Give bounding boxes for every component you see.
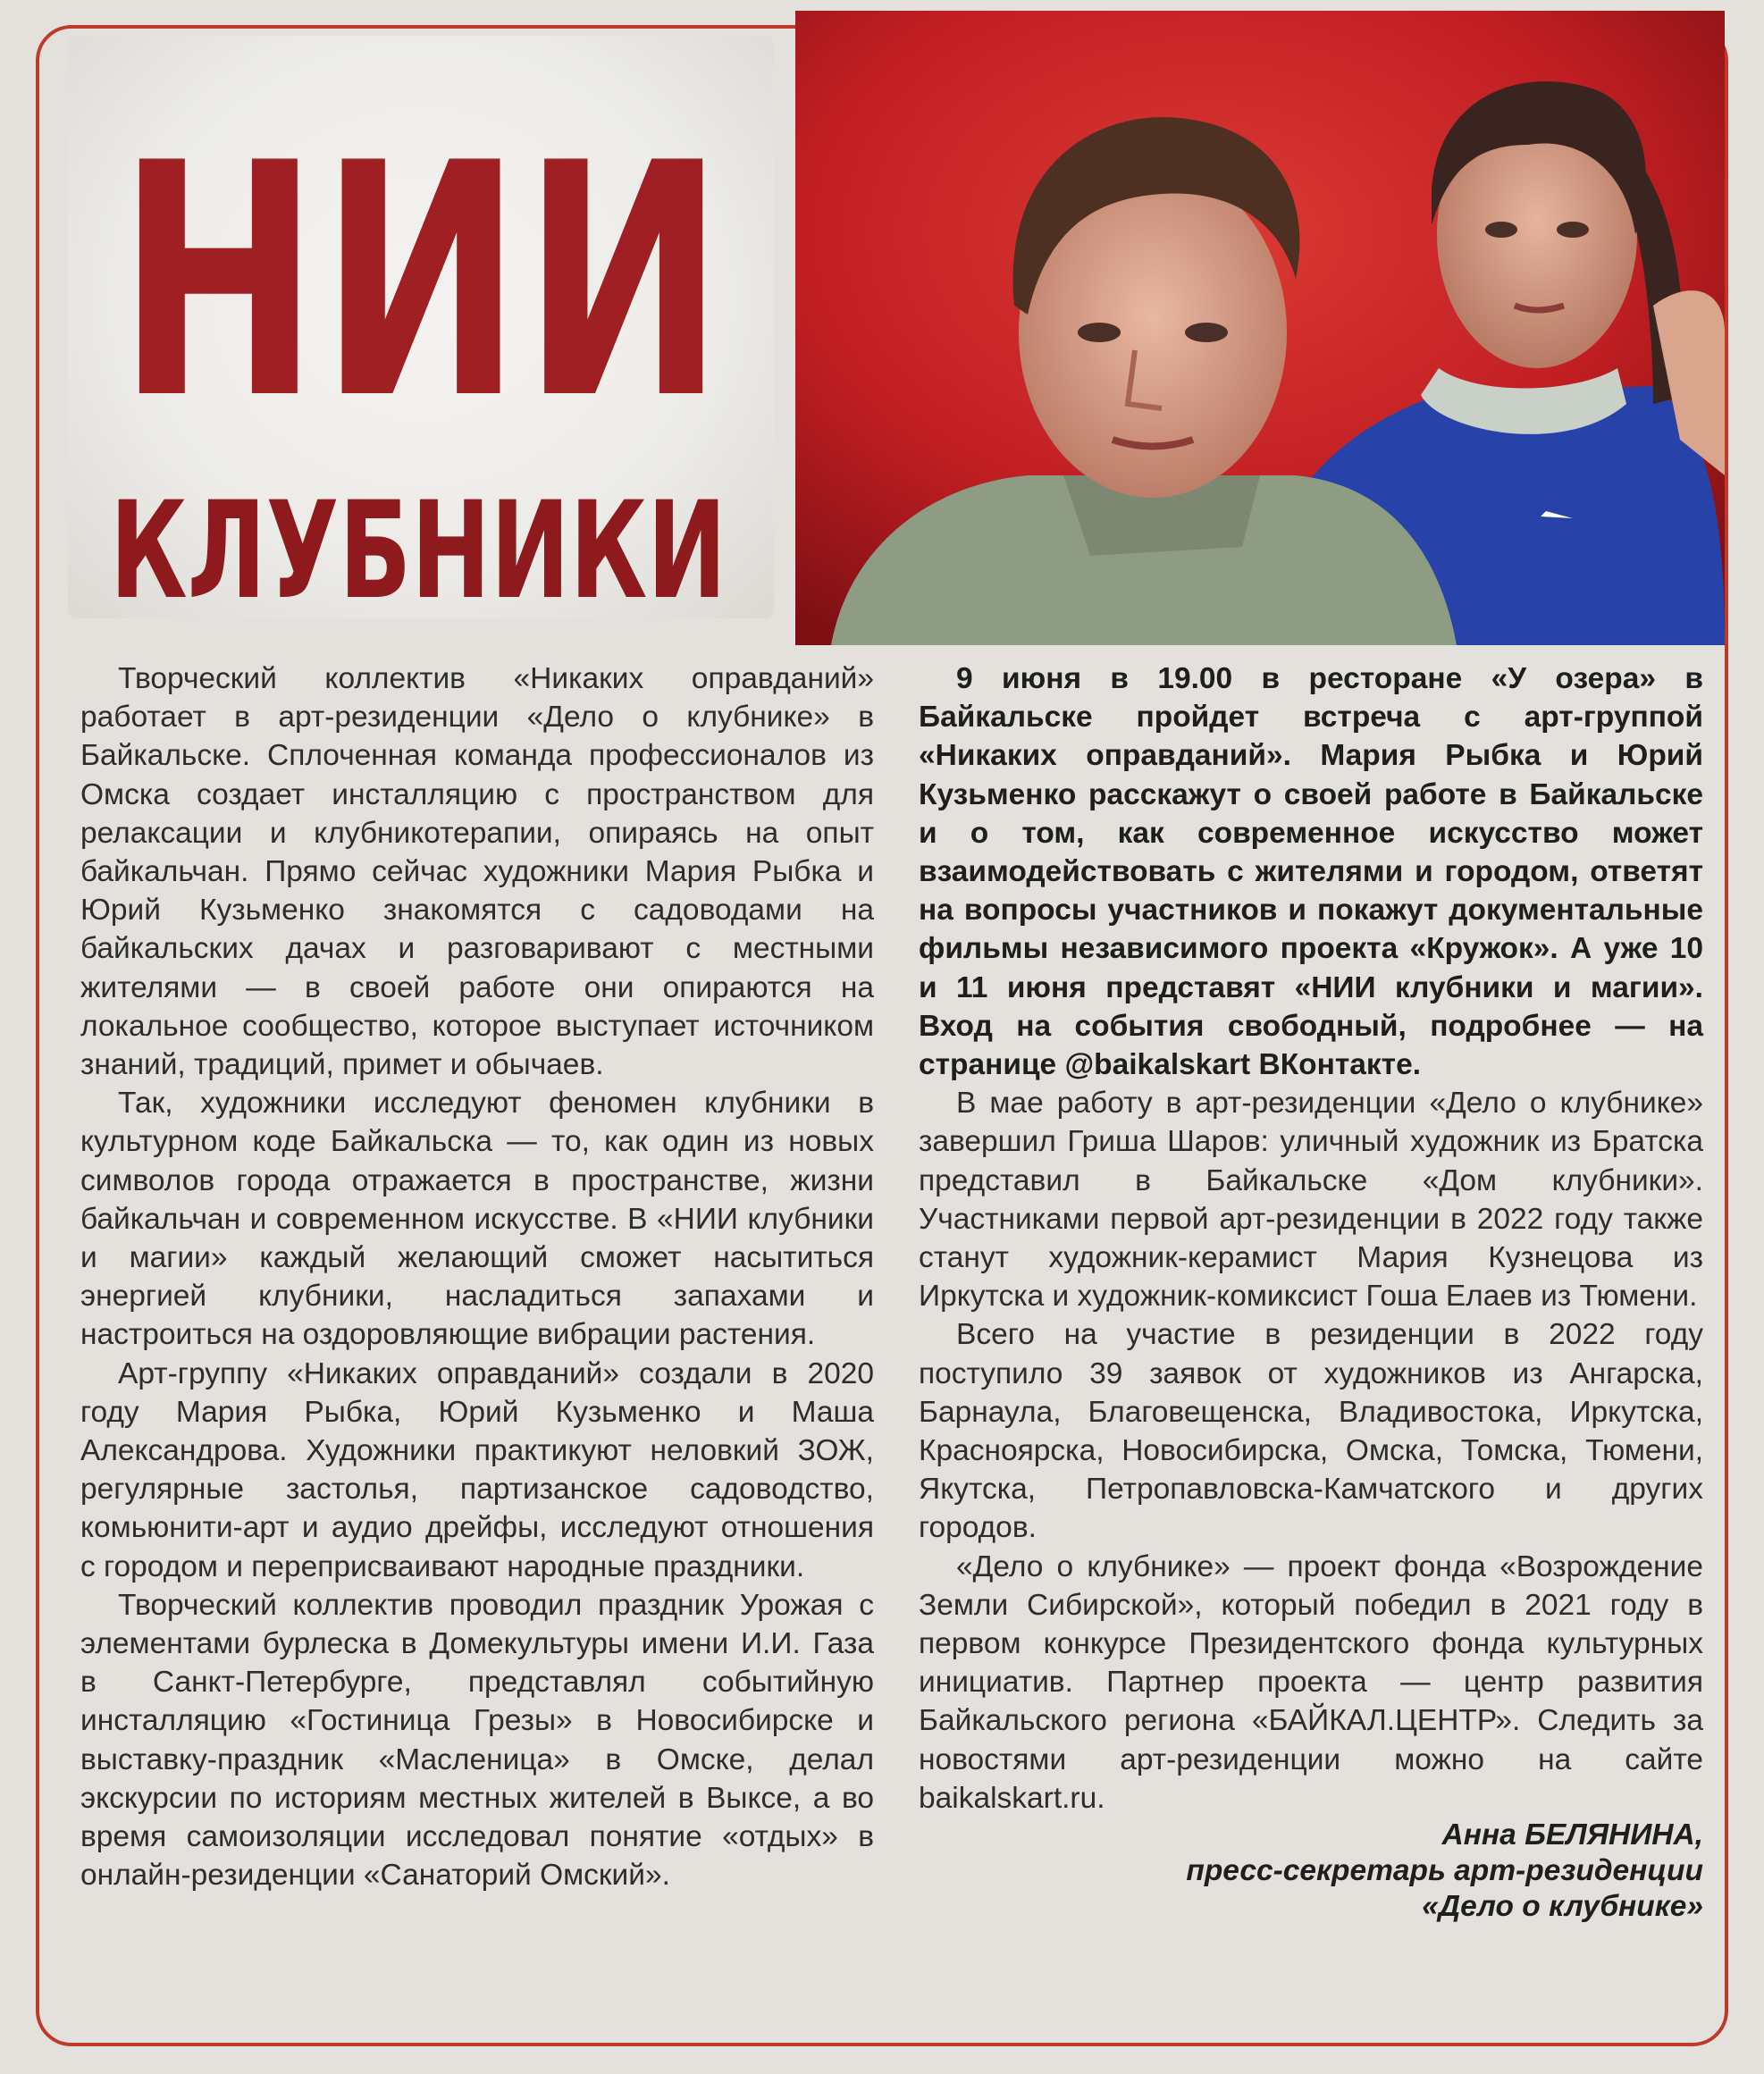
title-line-1: НИИ	[117, 95, 725, 469]
article-paragraph: Так, художники исследуют феномен клубники в культурном коде Байкальска — то, как один из новых символов города отражается в пространстве, жизни байкальчан и современном искусстве. В «НИИ клубники и магии» каждый желающий сможет насытиться энергией клубники, насладиться запахами и настроиться на оздоровляющие вибрации растения.	[80, 1087, 874, 1352]
author-org: «Дело о клубнике»	[1422, 1890, 1703, 1924]
title-line-2: КЛУБНИКИ	[110, 474, 727, 629]
title-art	[68, 36, 774, 629]
article-paragraph: Творческий коллектив «Никаких оправданий» работает в арт-резиденции «Дело о клубнике» в Байкальске. Сплоченная команда профессионалов из Омска создает инсталляцию с пространством для релаксации и клубникотерапии, опираясь на опыт байкальчан. Прямо сейчас художники Мария Рыбка и Юрий Кузьменко знакомятся с садоводами на байкальских дачах и разговаривают с местными жителями — в своей работе они опираются на локальное сообщество, которое выступает источником знаний, традиций, примет и обычаев.	[80, 662, 874, 1082]
title-panel	[68, 36, 774, 629]
article-paragraph: Всего на участие в резиденции в 2022 году поступило 39 заявок от художников из Ангарска, Барнаула, Благовещенска, Владивостока, Иркутска, Красноярска, Новосибирска, Омска, Томска, Тюмени, Якутска, Петропавловска-Камчатского и других городов.	[919, 1318, 1703, 1545]
photo-two-artists-icon	[795, 11, 1725, 645]
article-paragraph: В мае работу в арт-резиденции «Дело о клубнике» завершил Гриша Шаров: уличный художник из Братска представил в Байкальске «Дом клубники». Участниками первой арт-резиденции в 2022 году также станут художник-керамист Мария Кузнецова из Иркутска и художник-комиксист Гоша Елаев из Тюмени.	[919, 1087, 1703, 1314]
author-role: пресс-секретарь арт-резиденции	[1186, 1854, 1703, 1888]
article-right-column	[919, 659, 1703, 1925]
artists-photo	[795, 11, 1725, 645]
article-left-column	[80, 659, 874, 1895]
event-announcement: 9 июня в 19.00 в ресторане «У озера» в Байкальске пройдет встреча с арт-группой «Никаких оправданий». Мария Рыбка и Юрий Кузьменко расскажут о своей работе в Байкальске и о том, как современное искусство может взаимодействовать с жителями и городом, ответят на вопросы участников и покажут документальные фильмы независимого проекта «Кружок». А уже 10 и 11 июня представят «НИИ клубники и магии». Вход на события свободный, подробнее — на странице @baikalskart ВКонтакте.	[919, 662, 1703, 1082]
article-paragraph: Творческий коллектив проводил праздник Урожая с элементами бурлеска в Домекультуры имени И.И. Газа в Санкт-Петербурге, представлял событийную инсталляцию «Гостиница Грезы» в Новосибирске и выставку-праздник «Масленица» в Омске, делал экскурсии по историям местных жителей в Выксе, а во время самоизоляции исследовал понятие «отдых» в онлайн-резиденции «Санаторий Омский».	[80, 1588, 874, 1893]
author-name: Анна БЕЛЯНИНА,	[1441, 1818, 1703, 1852]
article-paragraph: Арт-группу «Никаких оправданий» создали в 2020 году Мария Рыбка, Юрий Кузьменко и Маша Александрова. Художники практикуют неловкий ЗОЖ, регулярные застолья, партизанское садоводство, комьюнити-арт и аудио дрейфы, исследуют отношения с городом и переприсваивают народные праздники.	[80, 1356, 874, 1583]
author-signature	[919, 1818, 1703, 1925]
article-paragraph: «Дело о клубнике» — проект фонда «Возрождение Земли Сибирской», который победил в 2021 году в первом конкурсе Президентского фонда культурных инициатив. Партнер проекта — центр развития Байкальского региона «БАЙКАЛ.ЦЕНТР». Следить за новостями арт-резиденции можно на сайте baikalskart.ru.	[919, 1549, 1703, 1815]
